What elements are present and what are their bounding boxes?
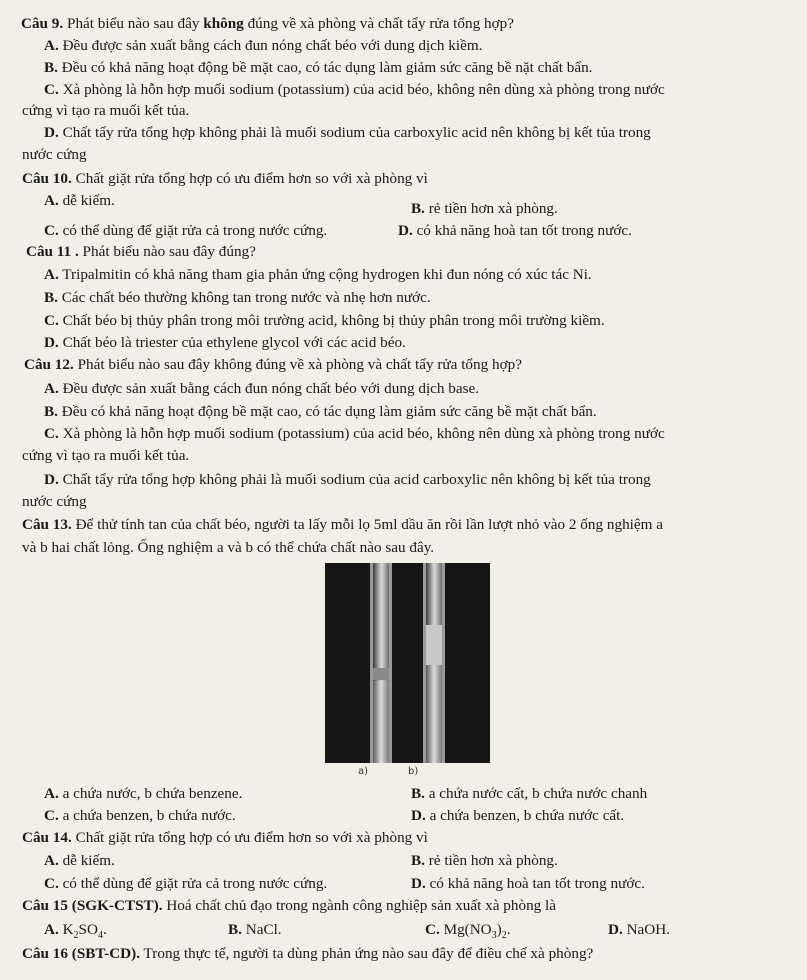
test-tube-b	[423, 563, 445, 763]
q14-stem: Câu 14. Chất giặt rửa tổng hợp có ưu điểm hơn so với xà phòng vì	[22, 829, 428, 846]
q15-option-a: A. $K_2SO_4$.	[44, 921, 107, 942]
q11-option-d: D. Chất béo là triester của ethylene glycol với các acid béo.	[44, 334, 406, 351]
q13-stem-cont: và b hai chất lỏng. Ống nghiệm a và b có thể chứa chất nào sau đây.	[22, 539, 435, 556]
q15-stem: Câu 15 (SGK-CTST). Hoá chất chủ đạo trong ngành công nghiệp sản xuất xà phòng là	[22, 897, 557, 914]
q12-stem: Câu 12. Phát biểu nào sau đây không đúng về xà phòng và chất tẩy rửa tổng hợp?	[24, 356, 522, 373]
q13-option-d: D. a chứa benzen, b chứa nước cất.	[411, 807, 625, 824]
q16-stem: Câu 16 (SBT-CD). Trong thực tế, người ta dùng phản ứng nào sau đây để điều chế xà phòng?	[22, 945, 594, 962]
q14-option-d: D. có khả năng hoà tan tốt trong nước.	[411, 875, 645, 892]
q12-option-d-cont: nước cứng	[22, 493, 87, 510]
q10-option-d: D. có khả năng hoà tan tốt trong nước.	[398, 222, 632, 239]
q15-option-b: B. NaCl.	[228, 921, 282, 938]
q12-option-a: A. Đều được sản xuất bằng cách đun nóng chất béo với dung dịch base.	[44, 380, 480, 397]
q10-option-b: B. rẻ tiền hơn xà phòng.	[411, 200, 558, 217]
q10-option-a: A. dễ kiếm.	[44, 192, 115, 209]
q9-option-c: C. Xà phòng là hỗn hợp muối sodium (potassium) của acid béo, không nên dùng xà phòng trong nước	[44, 81, 665, 98]
q15-option-c: C. $Mg(NO_3)_2$.	[425, 921, 511, 942]
q9-option-a: A. Đều được sản xuất bằng cách đun nóng chất béo với dung dịch kiềm.	[44, 37, 483, 54]
q9-option-d: D. Chất tẩy rửa tổng hợp không phải là muối sodium của carboxylic acid nên không bị kết tủa trong	[44, 124, 651, 141]
q9-option-b: B. Đều có khả năng hoạt động bề mặt cao, có tác dụng làm giảm sức căng bề nặt chất bẩn.	[44, 59, 593, 76]
q14-option-b: B. rẻ tiền hơn xà phòng.	[411, 852, 558, 869]
figure-label-a: a)	[358, 766, 369, 777]
q12-option-c-cont: cứng vì tạo ra muối kết tủa.	[22, 447, 190, 464]
q10-stem: Câu 10. Chất giặt rửa tổng hợp có ưu điểm hơn so với xà phòng vì	[22, 170, 428, 187]
q11-option-b: B. Các chất béo thường không tan trong nước và nhẹ hơn nước.	[44, 289, 431, 306]
q9-option-d-cont: nước cứng	[22, 146, 87, 163]
q14-option-a: A. dễ kiếm.	[44, 852, 115, 869]
q9-stem: Câu 9. Phát biểu nào sau đây không đúng về xà phòng và chất tẩy rửa tổng hợp?	[21, 15, 514, 32]
q15-option-d: D. NaOH.	[608, 921, 671, 938]
q14-option-c: C. có thể dùng để giặt rửa cả trong nước cứng.	[44, 875, 328, 892]
q11-option-c: C. Chất béo bị thủy phân trong môi trường acid, không bị thủy phân trong môi trường kiềm.	[44, 312, 605, 329]
q13-stem: Câu 13. Để thử tính tan của chất béo, người ta lấy mỗi lọ 5ml dầu ăn rồi lần lượt nhỏ vào 2 ống nghiệm a	[22, 516, 663, 533]
q9-option-c-cont: cứng vì tạo ra muối kết tủa.	[22, 102, 190, 119]
q10-option-c: C. có thể dùng để giặt rửa cả trong nước cứng.	[44, 222, 328, 239]
q11-option-a: A. Tripalmitin có khả năng tham gia phản ứng cộng hydrogen khi đun nóng có xúc tác Ni.	[44, 266, 592, 283]
q11-stem: Câu 11 . Phát biểu nào sau đây đúng?	[26, 243, 256, 260]
test-tubes-image	[325, 563, 490, 763]
q12-option-c: C. Xà phòng là hỗn hợp muối sodium (potassium) của acid béo, không nên dùng xà phòng trong nước	[44, 425, 665, 442]
q12-option-d: D. Chất tẩy rửa tổng hợp không phải là muối sodium của acid carboxylic nên không bị kết tủa trong	[44, 471, 651, 488]
q13-option-c: C. a chứa benzen, b chứa nước.	[44, 807, 236, 824]
q12-option-b: B. Đều có khả năng hoạt động bề mặt cao, có tác dụng làm giảm sức căng bề mặt chất bẩn.	[44, 403, 597, 420]
q13-option-a: A. a chứa nước, b chứa benzene.	[44, 785, 243, 802]
q13-option-b: B. a chứa nước cất, b chứa nước chanh	[411, 785, 648, 802]
figure-label-b: b)	[408, 766, 419, 777]
test-tube-a	[370, 563, 392, 763]
